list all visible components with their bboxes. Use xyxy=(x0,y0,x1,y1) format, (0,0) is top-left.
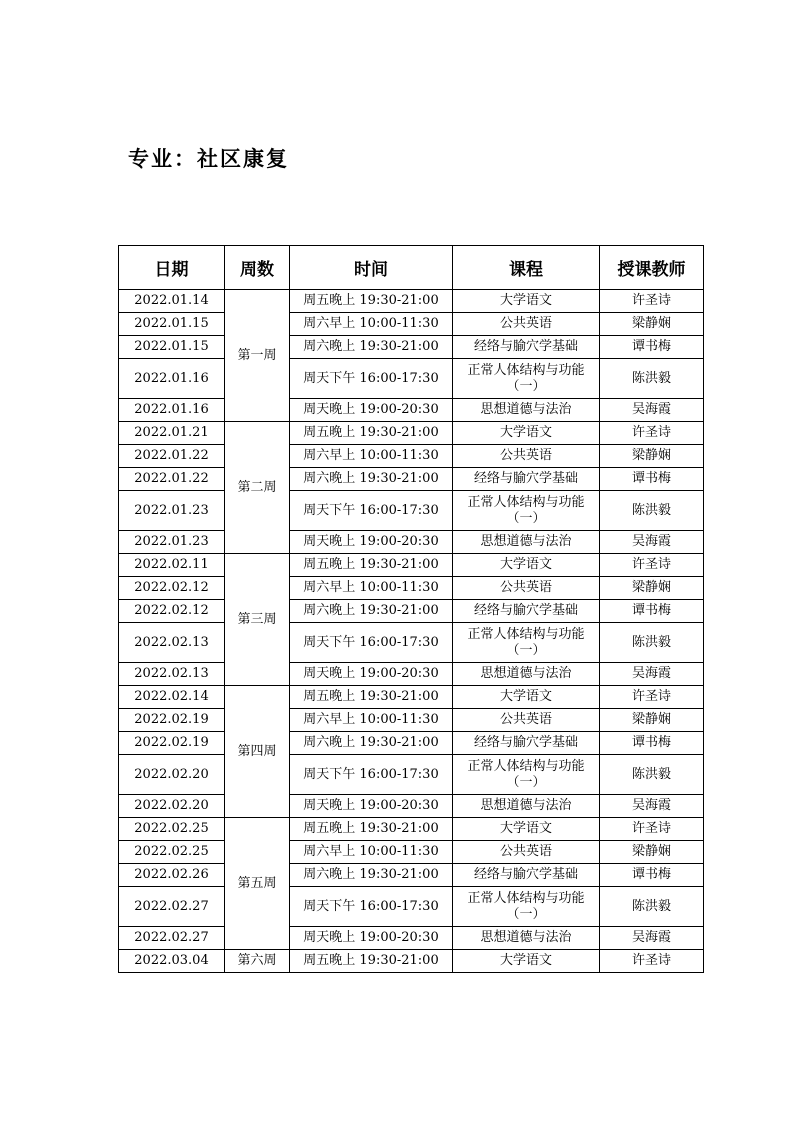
time-cell: 周五晚上 19:30-21:00 xyxy=(290,686,453,709)
course-cell: 经络与腧穴学基础 xyxy=(453,468,600,491)
course-cell: 经络与腧穴学基础 xyxy=(453,600,600,623)
course-cell: 公共英语 xyxy=(453,445,600,468)
table-row xyxy=(119,336,704,359)
date-cell: 2022.02.27 xyxy=(119,887,225,927)
teacher-cell: 吴海霞 xyxy=(600,927,704,950)
time-cell: 周六早上 10:00-11:30 xyxy=(290,445,453,468)
course-cell: 思想道德与法治 xyxy=(453,927,600,950)
time-cell: 周天晚上 19:00-20:30 xyxy=(290,531,453,554)
teacher-cell: 吴海霞 xyxy=(600,399,704,422)
table-row xyxy=(119,422,704,445)
time-cell: 周天晚上 19:00-20:30 xyxy=(290,399,453,422)
table-row xyxy=(119,709,704,732)
page-title: 专业：社区康复 xyxy=(128,147,289,171)
teacher-cell: 陈洪毅 xyxy=(600,359,704,399)
date-cell: 2022.02.12 xyxy=(119,577,225,600)
time-cell: 周天晚上 19:00-20:30 xyxy=(290,663,453,686)
course-cell: 大学语文 xyxy=(453,554,600,577)
header-week: 周数 xyxy=(225,246,290,290)
date-cell: 2022.01.22 xyxy=(119,445,225,468)
date-cell: 2022.01.15 xyxy=(119,313,225,336)
teacher-cell: 吴海霞 xyxy=(600,663,704,686)
table-row xyxy=(119,818,704,841)
time-cell: 周六早上 10:00-11:30 xyxy=(290,577,453,600)
time-cell: 周天下午 16:00-17:30 xyxy=(290,623,453,663)
teacher-cell: 许圣诗 xyxy=(600,950,704,973)
table-row xyxy=(119,577,704,600)
teacher-cell: 梁静娴 xyxy=(600,577,704,600)
teacher-cell: 吴海霞 xyxy=(600,531,704,554)
teacher-cell: 陈洪毅 xyxy=(600,623,704,663)
teacher-cell: 梁静娴 xyxy=(600,709,704,732)
time-cell: 周五晚上 19:30-21:00 xyxy=(290,290,453,313)
teacher-cell: 许圣诗 xyxy=(600,554,704,577)
table-row xyxy=(119,950,704,973)
header-date: 日期 xyxy=(119,246,225,290)
course-cell: 思想道德与法治 xyxy=(453,399,600,422)
table-row xyxy=(119,359,704,399)
date-cell: 2022.02.19 xyxy=(119,709,225,732)
teacher-cell: 许圣诗 xyxy=(600,290,704,313)
table-row xyxy=(119,600,704,623)
week-cell: 第四周 xyxy=(225,686,290,818)
time-cell: 周五晚上 19:30-21:00 xyxy=(290,422,453,445)
course-cell: 思想道德与法治 xyxy=(453,531,600,554)
course-cell: 经络与腧穴学基础 xyxy=(453,864,600,887)
teacher-cell: 许圣诗 xyxy=(600,818,704,841)
table-row xyxy=(119,755,704,795)
teacher-cell: 陈洪毅 xyxy=(600,887,704,927)
date-cell: 2022.02.26 xyxy=(119,864,225,887)
table-row xyxy=(119,864,704,887)
course-cell: 大学语文 xyxy=(453,950,600,973)
course-cell: 公共英语 xyxy=(453,709,600,732)
teacher-cell: 谭书梅 xyxy=(600,732,704,755)
table-row xyxy=(119,623,704,663)
time-cell: 周五晚上 19:30-21:00 xyxy=(290,554,453,577)
time-cell: 周六早上 10:00-11:30 xyxy=(290,313,453,336)
date-cell: 2022.02.13 xyxy=(119,623,225,663)
teacher-cell: 许圣诗 xyxy=(600,422,704,445)
teacher-cell: 谭书梅 xyxy=(600,336,704,359)
date-cell: 2022.02.20 xyxy=(119,795,225,818)
course-cell: 公共英语 xyxy=(453,313,600,336)
time-cell: 周六晚上 19:30-21:00 xyxy=(290,600,453,623)
table-row xyxy=(119,445,704,468)
date-cell: 2022.01.21 xyxy=(119,422,225,445)
date-cell: 2022.02.20 xyxy=(119,755,225,795)
teacher-cell: 梁静娴 xyxy=(600,313,704,336)
date-cell: 2022.01.23 xyxy=(119,491,225,531)
time-cell: 周天下午 16:00-17:30 xyxy=(290,755,453,795)
time-cell: 周天晚上 19:00-20:30 xyxy=(290,927,453,950)
date-cell: 2022.02.14 xyxy=(119,686,225,709)
course-cell: 大学语文 xyxy=(453,818,600,841)
date-cell: 2022.02.25 xyxy=(119,818,225,841)
teacher-cell: 吴海霞 xyxy=(600,795,704,818)
course-cell: 大学语文 xyxy=(453,290,600,313)
course-cell: 大学语文 xyxy=(453,686,600,709)
course-cell: 正常人体结构与功能（一） xyxy=(453,887,600,927)
table-row xyxy=(119,399,704,422)
table-row xyxy=(119,841,704,864)
date-cell: 2022.01.16 xyxy=(119,399,225,422)
table-row xyxy=(119,531,704,554)
teacher-cell: 谭书梅 xyxy=(600,864,704,887)
course-cell: 思想道德与法治 xyxy=(453,663,600,686)
schedule-table xyxy=(118,245,704,973)
teacher-cell: 陈洪毅 xyxy=(600,491,704,531)
header-course: 课程 xyxy=(453,246,600,290)
time-cell: 周六晚上 19:30-21:00 xyxy=(290,864,453,887)
teacher-cell: 梁静娴 xyxy=(600,445,704,468)
course-cell: 经络与腧穴学基础 xyxy=(453,732,600,755)
time-cell: 周天下午 16:00-17:30 xyxy=(290,491,453,531)
week-cell: 第一周 xyxy=(225,290,290,422)
time-cell: 周五晚上 19:30-21:00 xyxy=(290,818,453,841)
time-cell: 周天下午 16:00-17:30 xyxy=(290,887,453,927)
date-cell: 2022.01.14 xyxy=(119,290,225,313)
course-cell: 公共英语 xyxy=(453,841,600,864)
time-cell: 周天晚上 19:00-20:30 xyxy=(290,795,453,818)
time-cell: 周六早上 10:00-11:30 xyxy=(290,841,453,864)
course-cell: 经络与腧穴学基础 xyxy=(453,336,600,359)
table-row xyxy=(119,290,704,313)
time-cell: 周六晚上 19:30-21:00 xyxy=(290,732,453,755)
course-cell: 正常人体结构与功能（一） xyxy=(453,623,600,663)
date-cell: 2022.02.12 xyxy=(119,600,225,623)
teacher-cell: 陈洪毅 xyxy=(600,755,704,795)
course-cell: 大学语文 xyxy=(453,422,600,445)
week-cell: 第六周 xyxy=(225,950,290,973)
course-cell: 公共英语 xyxy=(453,577,600,600)
time-cell: 周六晚上 19:30-21:00 xyxy=(290,468,453,491)
teacher-cell: 许圣诗 xyxy=(600,686,704,709)
date-cell: 2022.03.04 xyxy=(119,950,225,973)
table-row xyxy=(119,468,704,491)
date-cell: 2022.02.25 xyxy=(119,841,225,864)
time-cell: 周五晚上 19:30-21:00 xyxy=(290,950,453,973)
table-row xyxy=(119,795,704,818)
table-row xyxy=(119,313,704,336)
course-cell: 正常人体结构与功能（一） xyxy=(453,755,600,795)
date-cell: 2022.02.11 xyxy=(119,554,225,577)
course-cell: 正常人体结构与功能（一） xyxy=(453,359,600,399)
date-cell: 2022.02.27 xyxy=(119,927,225,950)
week-cell: 第二周 xyxy=(225,422,290,554)
week-cell: 第三周 xyxy=(225,554,290,686)
table-row xyxy=(119,927,704,950)
header-time: 时间 xyxy=(290,246,453,290)
week-cell: 第五周 xyxy=(225,818,290,950)
course-cell: 正常人体结构与功能（一） xyxy=(453,491,600,531)
date-cell: 2022.01.22 xyxy=(119,468,225,491)
time-cell: 周六晚上 19:30-21:00 xyxy=(290,336,453,359)
header-row xyxy=(119,246,704,290)
date-cell: 2022.01.16 xyxy=(119,359,225,399)
time-cell: 周天下午 16:00-17:30 xyxy=(290,359,453,399)
teacher-cell: 谭书梅 xyxy=(600,600,704,623)
table-row xyxy=(119,887,704,927)
header-teacher: 授课教师 xyxy=(600,246,704,290)
time-cell: 周六早上 10:00-11:30 xyxy=(290,709,453,732)
teacher-cell: 梁静娴 xyxy=(600,841,704,864)
course-cell: 思想道德与法治 xyxy=(453,795,600,818)
table-row xyxy=(119,686,704,709)
table-row xyxy=(119,732,704,755)
date-cell: 2022.01.15 xyxy=(119,336,225,359)
date-cell: 2022.02.13 xyxy=(119,663,225,686)
schedule-body xyxy=(119,290,704,973)
date-cell: 2022.02.19 xyxy=(119,732,225,755)
table-row xyxy=(119,554,704,577)
table-row xyxy=(119,663,704,686)
teacher-cell: 谭书梅 xyxy=(600,468,704,491)
date-cell: 2022.01.23 xyxy=(119,531,225,554)
table-row xyxy=(119,491,704,531)
